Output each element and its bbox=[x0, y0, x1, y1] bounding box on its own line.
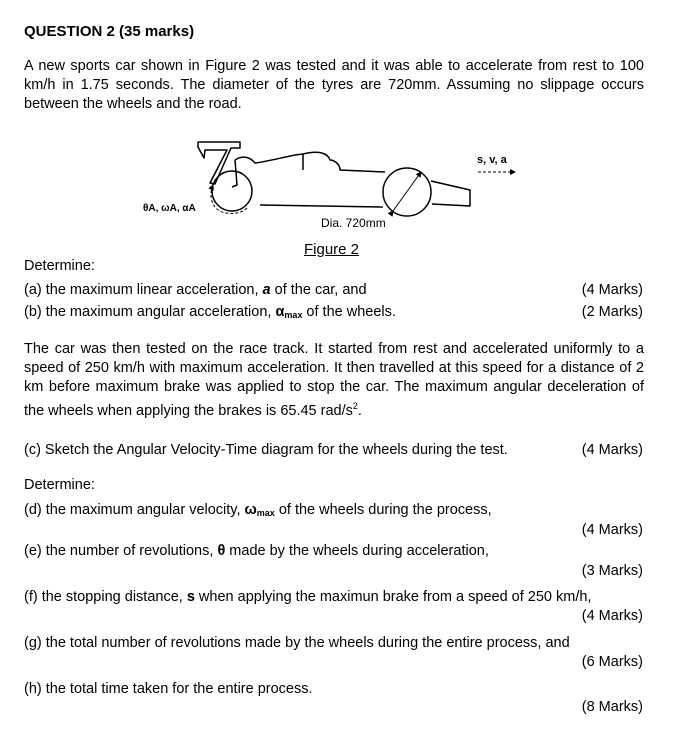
part-a-marks: (4 Marks) bbox=[581, 282, 643, 298]
part-h-marks: (8 Marks) bbox=[581, 699, 643, 715]
diameter-arrow bbox=[393, 172, 421, 211]
part-c: (c) Sketch the Angular Velocity-Time diagram for the wheels during the test. bbox=[24, 442, 508, 458]
part-f: (f) the stopping distance, s when applying the maximun brake from a speed of 250 km/h, bbox=[24, 589, 592, 605]
part-g: (g) the total number of revolutions made by the wheels during the entire process, and bbox=[24, 635, 570, 651]
figure-caption: Figure 2 bbox=[304, 241, 360, 258]
angular-label: θA, ωA, αA bbox=[143, 203, 196, 214]
determine-heading-2: Determine: bbox=[24, 477, 95, 493]
question-intro: A new sports car shown in Figure 2 was tested and it was able to accelerate from rest to 100 km/h in 1.75 seconds. The diameter of the tyres are 720mm. Assuming no slippage occurs between the wheels and the road. bbox=[24, 58, 644, 112]
rear-wheel bbox=[212, 171, 252, 211]
part-d: (d) the maximum angular velocity, $\omega_{max}$ of the wheels during the process, bbox=[24, 502, 492, 518]
part-b: (b) the maximum angular acceleration, $\alpha_{max}$ of the wheels. bbox=[24, 304, 396, 320]
scenario-text: The car was then tested on the race track. It started from rest and accelerated uniformly to a speed of 250 km/h with maximum acceleration. It then travelled at this speed for a distance of 2 km before maximum brake was applied to stop the car. The maximum angular deceleration of the wheels when applying the brakes is 65.45 rad/$s^2$. bbox=[24, 341, 644, 419]
part-g-marks: (6 Marks) bbox=[581, 654, 643, 670]
part-b-marks: (2 Marks) bbox=[581, 304, 643, 320]
diameter-label: Dia. 720mm bbox=[321, 216, 386, 230]
car-body-outline bbox=[198, 142, 240, 184]
motion-label: s, v, a bbox=[477, 154, 507, 166]
determine-heading-1: Determine: bbox=[24, 258, 95, 274]
part-a: (a) the maximum linear acceleration, a of the car, and bbox=[24, 282, 367, 298]
part-d-marks: (4 Marks) bbox=[581, 522, 643, 538]
part-e-marks: (3 Marks) bbox=[581, 563, 643, 579]
part-h: (h) the total time taken for the entire process. bbox=[24, 681, 313, 697]
part-e: (e) the number of revolutions, θ made by the wheels during acceleration, bbox=[24, 543, 489, 559]
question-title: QUESTION 2 (35 marks) bbox=[24, 23, 195, 40]
part-c-marks: (4 Marks) bbox=[581, 442, 643, 458]
part-f-marks: (4 Marks) bbox=[581, 608, 643, 624]
